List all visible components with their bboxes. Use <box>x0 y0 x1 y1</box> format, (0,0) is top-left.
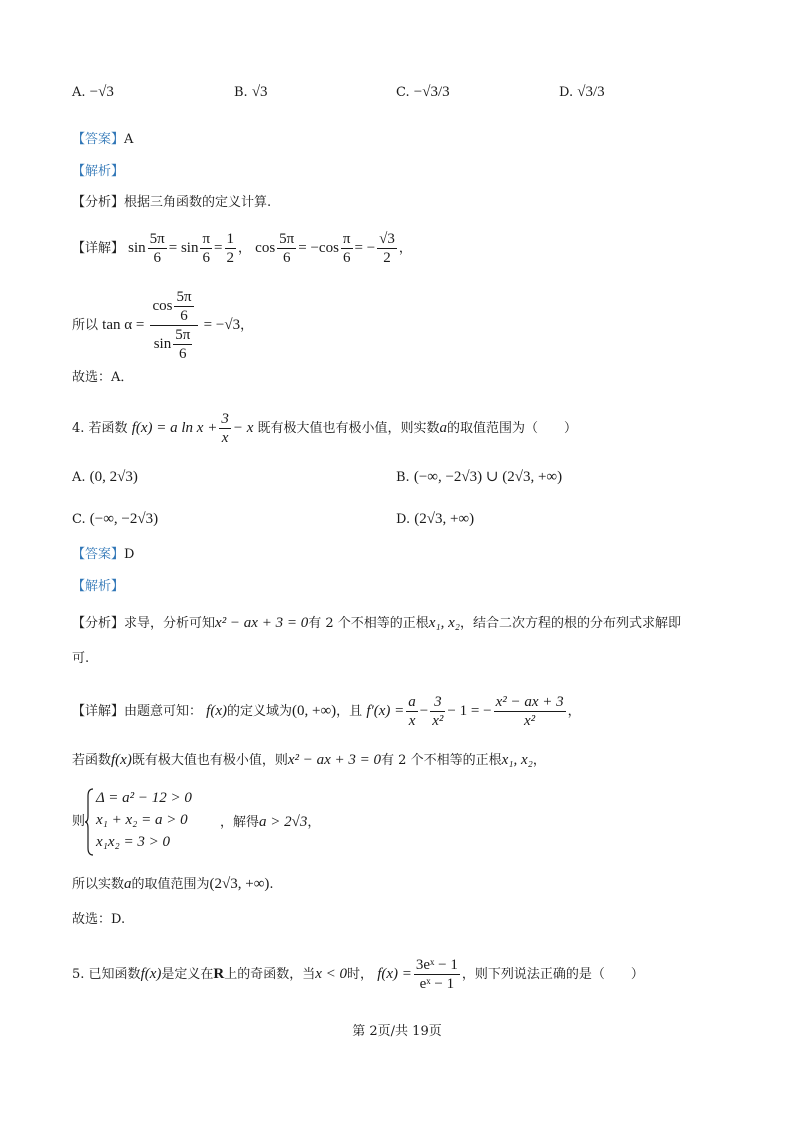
option-b-q4 <box>396 467 562 488</box>
math-minus: − <box>419 703 429 719</box>
question-number: 5. <box>72 967 85 982</box>
math-neg-cos: = −cos <box>298 240 339 256</box>
stem-text: 已知函数 <box>88 967 141 982</box>
question-5-stem <box>72 956 644 993</box>
conclusion-q3 <box>72 368 133 388</box>
frac-sqrt3-2 <box>377 230 397 267</box>
option-letter: B. <box>396 470 410 485</box>
stem-text: 时， <box>347 967 374 982</box>
range-text: 的取值范围为 <box>131 877 210 892</box>
range-text: 所以实数 <box>72 877 125 892</box>
frac-num: 5π <box>175 327 191 343</box>
math-quadratic: x² − ax + 3 = 0 <box>215 615 309 631</box>
frac-num: 5π <box>279 231 295 247</box>
answer-row-q4 <box>72 545 134 565</box>
math-minus-one: − 1 = − <box>447 703 492 719</box>
detail-text: ，且 <box>336 704 363 719</box>
compound-num <box>150 288 197 326</box>
question-number: 4. <box>72 421 85 436</box>
math-eq: = <box>214 240 223 256</box>
frac-den: x² <box>524 713 536 729</box>
page-footer <box>0 1022 794 1042</box>
left-brace-icon <box>84 788 94 856</box>
frac-num: a <box>408 694 416 710</box>
math-domain: (0, +∞) <box>292 703 337 719</box>
fenxi-q4 <box>72 613 681 634</box>
option-letter: C. <box>396 85 410 100</box>
option-letter: D. <box>396 512 411 527</box>
option-c-q3 <box>396 82 450 103</box>
system-line-2: x₁ + x₂ = a > 0 <box>96 812 188 828</box>
fenxi-label: 【分析】 <box>72 195 125 210</box>
fenxi-text: 可. <box>72 651 90 666</box>
frac-a-x <box>406 693 418 730</box>
detail-line-1-q4 <box>72 693 581 730</box>
stem-text: 若函数 <box>88 421 128 436</box>
cond-text: 既有极大值也有极小值，则 <box>131 753 288 768</box>
option-letter: C. <box>72 512 86 527</box>
frac-den: x² <box>432 713 444 729</box>
frac-den: 6 <box>180 308 188 324</box>
math-f-def: f(x) = <box>377 966 412 982</box>
frac-den: 2 <box>383 250 391 266</box>
frac-den: x <box>408 713 416 729</box>
then-text: 则 <box>72 814 86 829</box>
condition-line-q4 <box>72 750 546 771</box>
math-range: (2√3, +∞) <box>209 876 270 892</box>
frac-num: 3 <box>221 411 229 427</box>
system-line-1: Δ = a² − 12 > 0 <box>96 790 192 806</box>
page-number: 第 2页/共 19页 <box>352 1024 442 1039</box>
option-value: −√3/3 <box>413 84 450 100</box>
detail-line-1-q3 <box>72 230 412 267</box>
frac-3-x2 <box>430 693 445 730</box>
frac-den: 6 <box>342 250 351 266</box>
math-eq-sin: = sin <box>168 240 199 256</box>
math-sin: sin <box>153 335 172 352</box>
conclusion-q4 <box>72 910 125 930</box>
comma: ， <box>238 241 252 256</box>
frac-den: 6 <box>202 250 210 266</box>
math-R: R <box>213 966 225 982</box>
frac-5pi-6-b <box>277 230 296 267</box>
frac-num: x² − ax + 3 <box>495 694 564 710</box>
conclusion-text: 故选：A． <box>72 370 134 385</box>
frac-5pi-6 <box>148 230 167 267</box>
analysis-tag-q3 <box>72 162 124 182</box>
comma: ， <box>240 318 254 333</box>
math-derivative: f′(x) = <box>366 703 405 719</box>
frac-num: 5π <box>149 231 165 247</box>
detail-line-2-q3 <box>72 288 253 363</box>
cond-text: 有 2 个不相等的正根 <box>381 753 502 768</box>
frac-num: 5π <box>176 289 192 305</box>
math-roots: x₁, x₂ <box>501 752 533 768</box>
stem-text: 的取值范围为（ ） <box>447 421 578 436</box>
range-line-q4 <box>72 874 274 895</box>
math-f: f(x) <box>140 966 162 982</box>
math-minus-x: − x <box>232 420 254 436</box>
frac-exp <box>414 956 460 993</box>
math-result: = −√3 <box>203 317 241 333</box>
system-brace <box>84 788 94 860</box>
math-cos: cos <box>255 240 276 256</box>
so-text: 所以 <box>72 318 99 333</box>
math-quadratic: x² − ax + 3 = 0 <box>287 752 382 768</box>
detail-label: 【详解】 <box>72 704 125 719</box>
stem-text: 是定义在 <box>161 967 214 982</box>
option-value: (−∞, −2√3) <box>89 511 159 527</box>
frac-pi-6 <box>200 230 212 267</box>
option-c-q4 <box>72 509 158 530</box>
math-f: f(x) <box>111 752 132 768</box>
stem-text: ，则下列说法正确的是（ ） <box>461 967 644 982</box>
option-value: √3/3 <box>577 84 605 100</box>
fenxi-text: 求导，分析可知 <box>124 616 216 631</box>
frac-den: 6 <box>178 346 187 362</box>
frac-den: x <box>221 430 229 446</box>
option-letter: A. <box>72 470 86 485</box>
analysis-label: 【解析】 <box>72 579 125 594</box>
stem-text: 上的奇函数，当 <box>224 967 316 982</box>
math-eq-neg: = − <box>354 240 376 256</box>
frac-num: π <box>202 231 211 247</box>
fenxi-text: 根据三角函数的定义计算. <box>124 195 272 210</box>
option-d-q3 <box>559 82 605 103</box>
comma: ， <box>398 241 412 256</box>
analysis-tag-q4 <box>72 577 124 597</box>
comma: ， <box>567 704 581 719</box>
option-value: −√3 <box>89 84 114 100</box>
option-b-q3 <box>234 82 268 103</box>
solve-text: ，解得 <box>220 815 260 830</box>
comma: ， <box>307 815 321 830</box>
frac-quadratic <box>494 693 566 730</box>
detail-text: 的定义域为 <box>227 704 293 719</box>
system-line-3: x₁x₂ = 3 > 0 <box>96 834 170 850</box>
period: . <box>269 877 274 892</box>
system-solution <box>220 812 320 833</box>
detail-label: 【详解】 <box>72 241 125 256</box>
frac-num: 3 <box>430 693 445 712</box>
stem-text: 既有极大值也有极小值，则实数 <box>257 421 440 436</box>
math-cos: cos <box>152 297 173 314</box>
compound-den <box>150 326 197 363</box>
math-f: f(x) <box>206 703 227 719</box>
compound-fraction <box>150 288 197 363</box>
frac-num: π <box>342 231 351 247</box>
math-sin: sin <box>128 240 146 256</box>
frac-num: 1 <box>226 231 235 247</box>
option-d-q4 <box>396 509 474 530</box>
option-a-q4 <box>72 467 138 488</box>
fenxi-text: ，结合二次方程的根的分布列式求解即 <box>460 616 682 631</box>
math-roots: x₁, x₂ <box>428 615 461 631</box>
answer-tag: 【答案】 <box>72 547 125 562</box>
math-condition: x < 0 <box>315 966 348 982</box>
frac-den: eˣ − 1 <box>419 976 455 992</box>
frac-den: 6 <box>153 250 161 266</box>
option-value: (2√3, +∞) <box>414 511 475 527</box>
frac-pi-6-b <box>341 230 353 267</box>
option-value: (−∞, −2√3) ∪ (2√3, +∞) <box>413 469 563 485</box>
fenxi-text: 有 2 个不相等的正根 <box>308 616 429 631</box>
math-var: a <box>124 876 132 892</box>
frac-den: 6 <box>282 250 291 266</box>
option-value: (0, 2√3) <box>89 469 138 485</box>
frac-num: √3 <box>379 231 395 247</box>
option-letter: B. <box>234 85 248 100</box>
answer-row-q3 <box>72 130 133 150</box>
option-a-q3 <box>72 82 114 103</box>
frac-3-x <box>219 410 231 447</box>
conclusion-text: 故选：D. <box>72 912 126 927</box>
cond-text: 若函数 <box>72 753 112 768</box>
math-tan: tan α = <box>102 317 145 333</box>
option-value: √3 <box>251 84 268 100</box>
math-function: f(x) = a ln x + <box>131 420 218 436</box>
fenxi-q3 <box>72 193 271 213</box>
question-4-stem <box>72 410 577 447</box>
option-letter: D. <box>559 85 574 100</box>
option-letter: A <box>72 85 82 100</box>
detail-text: 由题意可知： <box>124 704 203 719</box>
frac-num: 3eˣ − 1 <box>415 957 458 973</box>
answer-tag: 【答案】 <box>72 132 125 147</box>
math-var: a <box>439 420 448 436</box>
option-dot: . <box>81 85 86 100</box>
frac-5pi-6-c <box>174 288 193 325</box>
frac-den: 2 <box>226 250 235 266</box>
answer-value: D <box>124 547 135 562</box>
fenxi-label: 【分析】 <box>72 616 125 631</box>
system-equations <box>96 787 192 853</box>
comma: ， <box>532 753 546 768</box>
answer-value: A <box>124 132 134 147</box>
math-result: a > 2√3 <box>259 814 308 830</box>
fenxi-q4-cont <box>72 649 89 669</box>
frac-5pi-6-d <box>173 326 192 363</box>
frac-1-2 <box>225 230 237 267</box>
analysis-label: 【解析】 <box>72 164 125 179</box>
